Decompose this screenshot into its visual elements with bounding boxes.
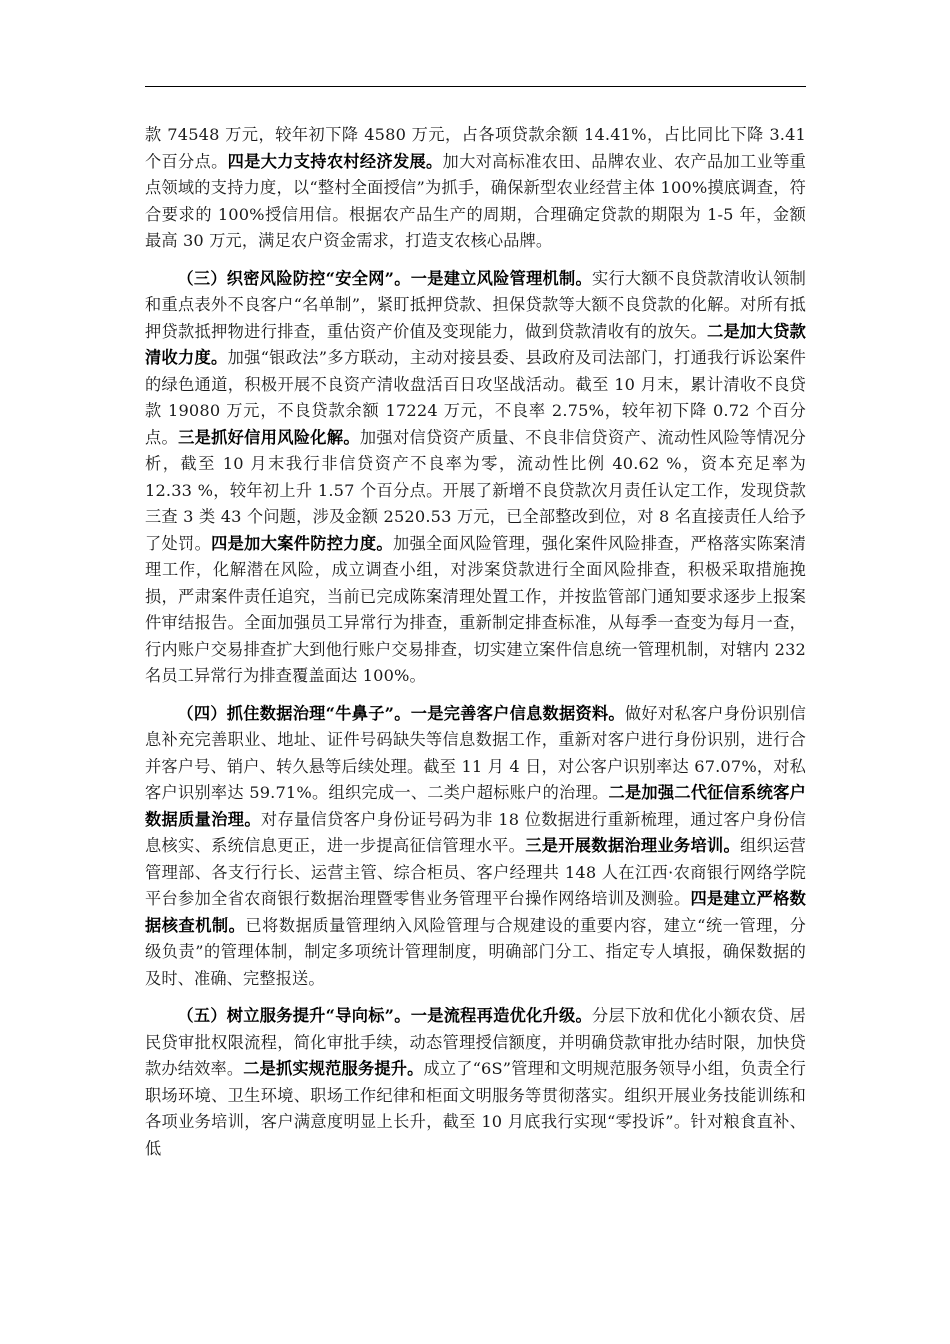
paragraph-data-governance	[145, 701, 806, 993]
paragraph-heading: 三是开展数据治理业务培训。	[525, 836, 741, 855]
paragraph-text: 加强对信贷资产质量、不良非信贷资产、流动性风险等情况分析，截至 10 月末我行非信贷资产不良率为零，流动性比例 40.62 %，资本充足率为 12.33 %，较年初上升 1.57 个百分点。开展了新增不良贷款次月责任认定工作，发现贷款三查 3 类 43 个问题，涉及金额 2520.53 万元，已全部整改到位，对 8 名直接责任人给予了处罚。	[145, 427, 806, 553]
paragraph-text: 组织运营管理部、各支行行长、运营主管、综合柜员、客户经理共 148 人在江西·农商银行网络学院平台参加全省农商银行数据治理暨零售业务管理平台操作网络培训及测验。	[145, 836, 807, 908]
paragraph-heading: 三是抓好信用风险化解。	[178, 427, 360, 447]
section-heading: （四）抓住数据治理“牛鼻子”。	[177, 703, 411, 723]
paragraph-text: 款 74548 万元，较年初下降 4580 万元，占各项贷款余额 14.41%，占比同比下降 3.41 个百分点。	[145, 125, 806, 171]
paragraph-heading: 二是抓实规范服务提升。	[243, 1059, 424, 1078]
paragraph-heading: 一是流程再造优化升级。	[410, 1006, 592, 1025]
paragraph-heading: 二是加大贷款清收力度。	[145, 321, 806, 367]
paragraph-risk-control	[145, 266, 806, 690]
section-heading: （五）树立服务提升“导向标”。	[177, 1006, 411, 1025]
paragraph-text: 分层下放和优化小额农贷、居民贷审批权限流程，简化审批手续，动态管理授信额度，并明确贷款审批办结时限，加快贷款办结效率。	[145, 1006, 806, 1078]
paragraph-text: 做好对私客户身份识别信息补充完善职业、地址、证件号码缺失等信息数据工作，重新对客户进行身份识别，进行合并客户号、销户、转久悬等后续处理。截至 11 月 4 日，对公客户识别率达 67.07%，对私客户识别率达 59.71%。组织完成一、二类户超标账户的治理。	[145, 703, 806, 802]
paragraph-heading: 四是建立严格数据核查机制。	[145, 889, 806, 935]
paragraph-loan-support	[145, 122, 806, 255]
paragraph-heading: 四是大力支持农村经济发展。	[227, 151, 443, 171]
paragraph-heading: 二是加强二代征信系统客户数据质量治理。	[145, 783, 806, 829]
header-rule	[145, 86, 806, 87]
paragraph-heading: 四是加大案件防控力度。	[211, 533, 393, 553]
paragraph-heading: 一是建立风险管理机制。	[410, 268, 592, 288]
paragraph-text: 成立了“6S”管理和文明规范服务领导小组，负责全行职场环境、卫生环境、职场工作纪律和柜面文明服务等贯彻落实。组织开展业务技能训练和各项业务培训，客户满意度明显上长升，截至 10 月底我行实现“零投诉”。针对粮食直补、低	[145, 1059, 806, 1158]
paragraph-heading: 一是完善客户信息数据资料。	[410, 703, 625, 723]
paragraph-text: 对存量信贷客户身份证号码为非 18 位数据进行重新梳理，通过客户身份信息核实、系统信息更正，进一步提高征信管理水平。	[145, 809, 806, 855]
paragraph-text: 实行大额不良贷款清收认领制和重点表外不良客户“名单制”，紧盯抵押贷款、担保贷款等大额不良贷款的化解。对所有抵押贷款抵押物进行排查，重估资产价值及变现能力，做到贷款清收有的放矢。	[145, 268, 806, 341]
document-body	[145, 122, 806, 1173]
paragraph-text: 已将数据质量管理纳入风险管理与合规建设的重要内容，建立“统一管理，分级负责”的管理体制，制定多项统计管理制度，明确部门分工、指定专人填报，确保数据的及时、准确、完整报送。	[145, 915, 807, 988]
section-heading: （三）织密风险防控“安全网”。	[177, 268, 411, 288]
paragraph-text: 加强“银政法”多方联动，主动对接县委、县政府及司法部门，打通我行诉讼案件的绿色通道，积极开展不良资产清收盘活百日攻坚战活动。截至 10 月末，累计清收不良贷款 19080 万元，不良贷款余额 17224 万元，不良率 2.75%，较年初下降 0.72 个百分点。	[145, 348, 806, 447]
paragraph-text: 加强全面风险管理，强化案件风险排查，严格落实陈案清理工作，化解潜在风险，成立调查小组，对涉案贷款进行全面风险排查，积极采取措施挽损，严肃案件责任追究，当前已完成陈案清理处置工作，并按监管部门通知要求逐步上报案件审结报告。全面加强员工异常行为排查，重新制定排查标准，从每季一查变为每月一查，行内账户交易排查扩大到他行账户交易排查，切实建立案件信息统一管理机制，对辖内 232 名员工异常行为排查覆盖面达 100%。	[145, 533, 806, 685]
paragraph-text: 加大对高标准农田、品牌农业、农产品加工业等重点领域的支持力度，以“整村全面授信”为抓手，确保新型农业经营主体 100%摸底调查，符合要求的 100%授信用信。根据农产品生产的周期，合理确定贷款的期限为 1-5 年，金额最高 30 万元，满足农户资金需求，打造支农核心品牌。	[145, 151, 807, 250]
paragraph-service-upgrade	[145, 1003, 806, 1162]
